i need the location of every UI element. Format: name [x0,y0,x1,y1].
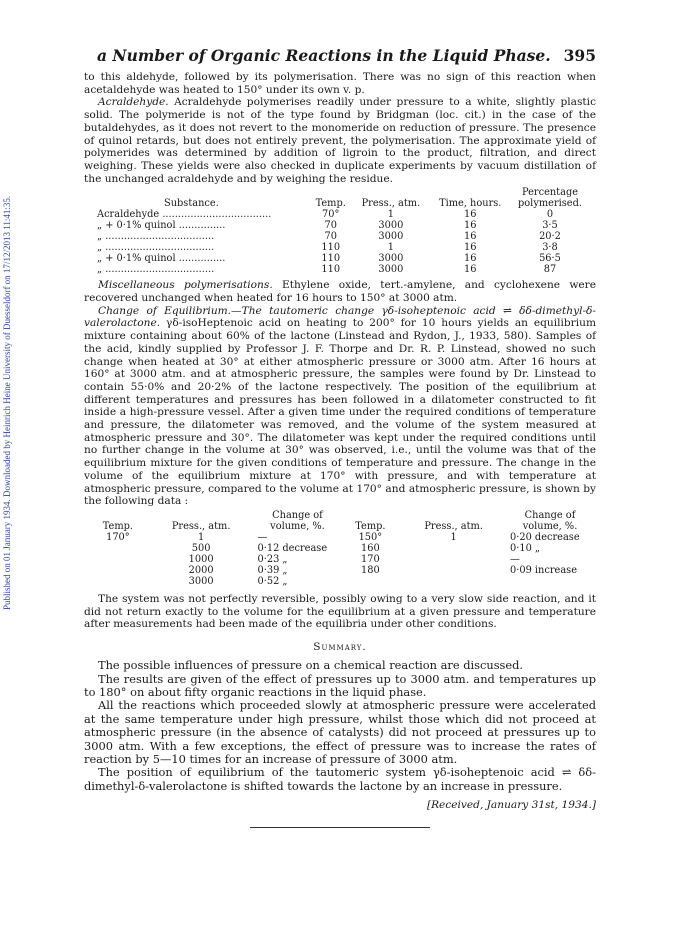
polymerisation-row [94,231,589,242]
table-cell: 170° [106,531,130,543]
page-number: 395 [563,46,596,65]
end-rule [250,827,430,828]
table-cell: „ + 0·1% quinol ............... [97,253,226,265]
table-cell: 3·5 [542,220,558,232]
table-cell: 3000 [378,264,404,276]
closing-paragraph: The system was not perfectly reversible, possibly owing to a very slow side reaction, and it did not return exactly to the volume for the equilibrium at a given pressure and temperature after measurements had been made of the equilibria under other conditions. [84,592,596,631]
table-cell: 110 [321,253,341,265]
misc-text: Ethylene oxide, tert.-amylene, and cyclohexene were recovered unchanged when heated for 16 hours to 150° at 3000 atm. [84,279,596,305]
polymerisation-row [94,253,589,264]
table-cell [88,576,148,587]
table-cell: 170 [361,553,380,565]
table-cell: 16 [463,231,477,243]
running-header [84,46,596,65]
equilibrium-text: γδ-isoHeptenoic acid on heating to 200° for 10 hours yields an equilibrium mixture containing about 60% of the lactone (Linstead and Rydon, J., 1933, 580). Samples of the acid, kindly supplied by Professor J. F. Thorpe and Dr. R. P. Linstead, showed no such change when heated at 30° at either atmospheric pressure or 3000 atm. After 16 hours at 160° at 3000 atm. and at atmospheric pressure, the samples were found by Dr. Linstead to contain 55·0% and 20·2% of the lactone respectively. The position of the equilibrium at different temperatures and pressures has been followed in a dilatometer constructed to fit inside a high-pressure vessel. After a given time under the required conditions of temperature and pressure, the dilatometer was removed, and the volume of the system measured at atmospheric pressure and 30°. The dilatometer was kept under the required conditions until no further change in the volume at 30° was observed, i.e., until the volume was that of the equilibrium mixture for the given conditions of temperature and pressure. The change in the volume of the equilibrium mixture at 170° with pressure, and with temperature at atmospheric pressure, compared to the volume at 170° and atmospheric pressure, is shown by the following data : [84,317,596,508]
table-cell: 16 [463,220,477,232]
volume-change-table [88,510,593,587]
table-cell: „ + 0·1% quinol ............... [97,220,226,232]
table-cell: 160 [361,542,380,554]
table-cell: 3000 [378,220,404,232]
table-cell: 56·5 [539,253,561,265]
acraldehyde-text: Acraldehyde polymerises readily under pressure to a white, slightly plastic solid. The polymeride is not of the type found by Bridgman (loc. cit.) in the case of the butaldehydes, as it does not revert to the monomeride on reduction of pressure. The presence of quinol retards, but does not entirely prevent, the polymerisation. The approximate yield of polymerides was determined by addition of ligroin to the product, filtration, and direct weighing. These yields were also checked in duplicate experiments by vacuum distillation of the unchanged acraldehyde and by weighing the residue. [84,96,596,185]
col-percentage: Percentage polymerised. [518,187,582,210]
acraldehyde-paragraph [84,96,596,185]
table-cell: „ ................................... [97,264,215,276]
download-stamp-text: Published on 01 January 1934. Downloaded by Heinrich Heine University of Duesseldorf on 17/12/2013 11:41:35. [2,195,12,610]
table-cell: 2000 [188,564,214,576]
summary-paragraph: The results are given of the effect of pressures up to 3000 atm. and temperatures up to 180° on about fifty organic reactions in the liquid phase. [84,671,596,699]
volume-change-row [88,554,593,565]
equilibrium-heading: Change of Equilibrium.—The tautomeric change γδ-isoheptenoic acid ⇌ δδ-dimethyl-δ-valerolactone. [84,304,596,330]
col-substance: Substance. [164,198,219,210]
volume-change-row [88,543,593,554]
table-cell: 70 [324,231,337,243]
table-cell: 1 [387,242,394,254]
table-cell: 70° [322,209,340,221]
table-cell: 110 [321,242,341,254]
table-cell: 0·09 increase [510,564,578,576]
table-cell [340,576,400,587]
table-cell: 1 [450,531,457,543]
table-cell: 16 [463,242,477,254]
table-cell: 1000 [188,553,214,565]
col-pressure-a: Press., atm. [171,520,231,532]
table-cell: 0·10 „ [510,542,541,554]
table-cell: 0·20 decrease [510,531,580,543]
table-cell [400,576,507,587]
running-title: a Number of Organic Reactions in the Liquid Phase. [96,46,551,65]
col-change-b: Change of volume, %. [522,509,578,532]
col-temp-b: Temp. [355,520,386,532]
table-cell: 16 [463,264,477,276]
misc-paragraph [84,279,596,304]
table-cell: 16 [463,253,477,265]
polymerisation-table-header [94,187,589,209]
polymerisation-row [94,242,589,253]
table-cell: 180 [361,564,380,576]
volume-change-table-header [88,510,593,532]
table-cell: 87 [543,264,557,276]
table-cell: 70 [324,220,337,232]
table-cell: Acraldehyde ................................... [97,209,272,221]
equilibrium-paragraph [84,305,596,508]
table-cell: „ ................................... [97,231,215,243]
summary-paragraph: The possible influences of pressure on a chemical reaction are discussed. [98,658,524,673]
col-temp: Temp. [315,198,346,210]
col-time: Time, hours. [439,198,502,210]
table-cell [400,554,507,565]
summary-section [84,659,596,793]
table-cell: „ ................................... [97,242,215,254]
col-pressure: Press., atm. [361,198,421,210]
journal-page [84,46,596,828]
table-cell: 150° [358,531,383,543]
table-cell: 0·12 decrease [257,542,328,554]
col-change-a: Change of volume, %. [270,509,325,532]
table-cell: 16 [463,209,477,221]
received-date: [Received, January 31st, 1934.] [426,799,596,812]
table-cell: 3000 [188,575,214,587]
volume-change-row [88,576,593,587]
polymerisation-table [94,187,589,275]
summary-paragraph: The position of equilibrium of the tautomeric system γδ-isoheptenoic acid ⇌ δδ-dimethyl-δ-valerolactone is shifted towards the lactone by an increase in pressure. [84,765,596,793]
table-cell: 1 [198,531,205,543]
table-cell [88,543,148,554]
volume-change-row [88,565,593,576]
table-cell: — [257,531,268,543]
table-cell: 3·8 [542,242,558,254]
table-cell: 110 [321,264,341,276]
download-stamp [2,90,16,610]
table-cell: 500 [191,542,211,554]
table-cell: 0·39 „ [257,564,288,576]
summary-heading: Summary. [313,641,367,654]
table-cell: 20·2 [539,231,561,243]
table-cell: 3000 [378,253,404,265]
acraldehyde-heading: Acraldehyde. [98,96,169,109]
misc-heading: Miscellaneous polymerisations. [98,279,273,292]
polymerisation-row [94,220,589,231]
table-cell [400,565,507,576]
col-temp-a: Temp. [102,520,134,532]
table-cell: 3000 [378,231,404,243]
table-cell [88,554,148,565]
table-cell: 0·52 „ [257,575,288,587]
table-cell: 0·23 „ [257,553,288,565]
summary-paragraph: All the reactions which proceeded slowly at atmospheric pressure were accelerated at the same temperature under high pressure, whilst those which did not proceed at atmospheric pressure (in the absence of catalysts) did not proceed at pressures up to 3000 atm. With a few exceptions, the effect of pressure was to increase the rates of reaction by 5—10 times for an increase of pressure of 3000 atm. [84,698,596,766]
polymerisation-row [94,264,589,275]
table-cell [507,576,593,587]
table-cell: 0 [546,209,554,221]
table-cell: 1 [387,209,394,221]
table-cell: — [510,553,520,565]
volume-change-row [88,532,593,543]
col-pressure-b: Press., atm. [424,520,483,532]
table-cell [400,543,507,554]
intro-paragraph: to this aldehyde, followed by its polymerisation. There was no sign of this reaction when acetaldehyde was heated to 150° under its own v. p. [84,71,596,96]
table-cell [88,565,148,576]
polymerisation-row [94,209,589,220]
